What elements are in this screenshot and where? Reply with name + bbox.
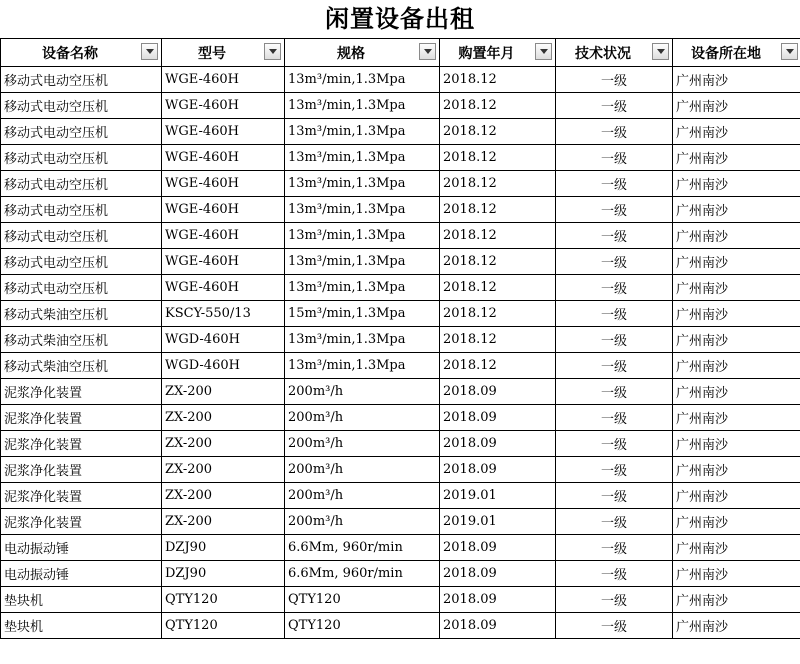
cell-condition[interactable]: 一级 (556, 587, 673, 613)
cell-location[interactable]: 广州南沙 (673, 301, 800, 327)
table-row (1, 587, 800, 613)
cell-model[interactable]: WGE-460H (162, 171, 285, 197)
table-row (1, 197, 800, 223)
table-row (1, 509, 800, 535)
cell-purchase-date[interactable]: 2018.12 (440, 145, 556, 171)
table-row (1, 301, 800, 327)
table-row (1, 171, 800, 197)
cell-spec[interactable]: 13m³/min,1.3Mpa (285, 275, 440, 301)
cell-location[interactable]: 广州南沙 (673, 67, 800, 93)
cell-model[interactable]: WGE-460H (162, 223, 285, 249)
header-label: 规格 (337, 45, 365, 62)
cell-equipment-name[interactable]: 泥浆净化装置 (1, 483, 162, 509)
cell-model[interactable]: WGD-460H (162, 327, 285, 353)
cell-condition[interactable]: 一级 (556, 327, 673, 353)
cell-spec[interactable]: 13m³/min,1.3Mpa (285, 249, 440, 275)
cell-location[interactable]: 广州南沙 (673, 483, 800, 509)
cell-equipment-name[interactable]: 移动式电动空压机 (1, 93, 162, 119)
cell-location[interactable]: 广州南沙 (673, 93, 800, 119)
cell-condition[interactable]: 一级 (556, 457, 673, 483)
table-row (1, 405, 800, 431)
cell-condition[interactable]: 一级 (556, 379, 673, 405)
cell-condition[interactable]: 一级 (556, 509, 673, 535)
cell-location[interactable]: 广州南沙 (673, 197, 800, 223)
cell-condition[interactable]: 一级 (556, 353, 673, 379)
table-row (1, 223, 800, 249)
table-row (1, 119, 800, 145)
cell-purchase-date[interactable]: 2018.12 (440, 197, 556, 223)
cell-model[interactable]: WGE-460H (162, 145, 285, 171)
cell-equipment-name[interactable]: 电动振动锤 (1, 561, 162, 587)
cell-model[interactable]: WGE-460H (162, 275, 285, 301)
cell-model[interactable]: WGE-460H (162, 249, 285, 275)
cell-equipment-name[interactable]: 泥浆净化装置 (1, 509, 162, 535)
table-row (1, 457, 800, 483)
cell-condition[interactable]: 一级 (556, 301, 673, 327)
cell-purchase-date[interactable]: 2018.12 (440, 275, 556, 301)
cell-equipment-name[interactable]: 泥浆净化装置 (1, 431, 162, 457)
cell-condition[interactable]: 一级 (556, 483, 673, 509)
filter-dropdown-icon[interactable] (141, 43, 158, 60)
cell-condition[interactable]: 一级 (556, 67, 673, 93)
cell-equipment-name[interactable]: 移动式柴油空压机 (1, 327, 162, 353)
header-purchase-date (440, 39, 556, 67)
cell-purchase-date[interactable]: 2018.12 (440, 67, 556, 93)
table-row (1, 613, 800, 639)
cell-purchase-date[interactable]: 2018.09 (440, 587, 556, 613)
cell-equipment-name[interactable]: 垫块机 (1, 613, 162, 639)
filter-dropdown-icon[interactable] (419, 43, 436, 60)
cell-location[interactable]: 广州南沙 (673, 431, 800, 457)
cell-location[interactable]: 广州南沙 (673, 171, 800, 197)
cell-condition[interactable]: 一级 (556, 613, 673, 639)
cell-model[interactable]: WGE-460H (162, 197, 285, 223)
cell-location[interactable]: 广州南沙 (673, 119, 800, 145)
cell-purchase-date[interactable]: 2018.12 (440, 171, 556, 197)
table-row (1, 431, 800, 457)
header-row (1, 39, 800, 67)
header-model (162, 39, 285, 67)
header-label: 设备所在地 (691, 45, 761, 62)
cell-equipment-name[interactable]: 泥浆净化装置 (1, 379, 162, 405)
table-row (1, 67, 800, 93)
cell-condition[interactable]: 一级 (556, 249, 673, 275)
cell-equipment-name[interactable]: 垫块机 (1, 587, 162, 613)
cell-purchase-date[interactable]: 2019.01 (440, 509, 556, 535)
cell-equipment-name[interactable]: 移动式电动空压机 (1, 197, 162, 223)
header-label: 购置年月 (458, 45, 515, 62)
cell-condition[interactable]: 一级 (556, 275, 673, 301)
cell-location[interactable]: 广州南沙 (673, 457, 800, 483)
cell-model[interactable]: DZJ90 (162, 535, 285, 561)
cell-location[interactable]: 广州南沙 (673, 587, 800, 613)
cell-equipment-name[interactable]: 移动式电动空压机 (1, 223, 162, 249)
cell-equipment-name[interactable]: 泥浆净化装置 (1, 457, 162, 483)
cell-location[interactable]: 广州南沙 (673, 249, 800, 275)
cell-purchase-date[interactable]: 2018.12 (440, 93, 556, 119)
cell-condition[interactable]: 一级 (556, 535, 673, 561)
cell-model[interactable]: WGE-460H (162, 67, 285, 93)
cell-condition[interactable]: 一级 (556, 561, 673, 587)
header-equipment-name (1, 39, 162, 67)
table-row (1, 93, 800, 119)
cell-spec[interactable]: 200m³/h (285, 509, 440, 535)
cell-purchase-date[interactable]: 2018.12 (440, 301, 556, 327)
filter-dropdown-icon[interactable] (535, 43, 552, 60)
cell-equipment-name[interactable]: 移动式电动空压机 (1, 275, 162, 301)
cell-spec[interactable]: QTY120 (285, 587, 440, 613)
cell-spec[interactable]: 13m³/min,1.3Mpa (285, 223, 440, 249)
cell-spec[interactable]: 13m³/min,1.3Mpa (285, 119, 440, 145)
cell-equipment-name[interactable]: 电动振动锤 (1, 535, 162, 561)
cell-location[interactable]: 广州南沙 (673, 353, 800, 379)
cell-spec[interactable]: 13m³/min,1.3Mpa (285, 171, 440, 197)
cell-condition[interactable]: 一级 (556, 171, 673, 197)
cell-condition[interactable]: 一级 (556, 119, 673, 145)
cell-spec[interactable]: 13m³/min,1.3Mpa (285, 67, 440, 93)
cell-equipment-name[interactable]: 移动式柴油空压机 (1, 301, 162, 327)
cell-condition[interactable]: 一级 (556, 93, 673, 119)
header-label: 型号 (198, 45, 226, 62)
cell-location[interactable]: 广州南沙 (673, 405, 800, 431)
cell-model[interactable]: KSCY-550/13 (162, 301, 285, 327)
table-body (1, 67, 800, 639)
page-title: 闲置设备出租 (325, 5, 475, 33)
header-location (673, 39, 800, 67)
cell-purchase-date[interactable]: 2018.09 (440, 405, 556, 431)
cell-spec[interactable]: 6.6Mm, 960r/min (285, 561, 440, 587)
cell-purchase-date[interactable]: 2018.12 (440, 119, 556, 145)
filter-dropdown-icon[interactable] (781, 43, 798, 60)
cell-purchase-date[interactable]: 2018.09 (440, 561, 556, 587)
cell-model[interactable]: DZJ90 (162, 561, 285, 587)
cell-purchase-date[interactable]: 2018.09 (440, 457, 556, 483)
cell-equipment-name[interactable]: 泥浆净化装置 (1, 405, 162, 431)
cell-spec[interactable]: 200m³/h (285, 379, 440, 405)
table-row (1, 561, 800, 587)
table-row (1, 145, 800, 171)
cell-spec[interactable]: 13m³/min,1.3Mpa (285, 197, 440, 223)
cell-model[interactable]: QTY120 (162, 587, 285, 613)
cell-purchase-date[interactable]: 2018.09 (440, 535, 556, 561)
cell-purchase-date[interactable]: 2018.09 (440, 431, 556, 457)
filter-dropdown-icon[interactable] (652, 43, 669, 60)
cell-model[interactable]: WGE-460H (162, 93, 285, 119)
cell-spec[interactable]: 6.6Mm, 960r/min (285, 535, 440, 561)
cell-model[interactable]: QTY120 (162, 613, 285, 639)
cell-condition[interactable]: 一级 (556, 405, 673, 431)
table-row (1, 353, 800, 379)
cell-model[interactable]: ZX-200 (162, 483, 285, 509)
cell-location[interactable]: 广州南沙 (673, 535, 800, 561)
cell-model[interactable]: ZX-200 (162, 431, 285, 457)
equipment-table (0, 38, 800, 639)
cell-purchase-date[interactable]: 2018.12 (440, 223, 556, 249)
table-row (1, 327, 800, 353)
cell-spec[interactable]: 13m³/min,1.3Mpa (285, 327, 440, 353)
filter-dropdown-icon[interactable] (264, 43, 281, 60)
cell-location[interactable]: 广州南沙 (673, 509, 800, 535)
table-row (1, 275, 800, 301)
table-row (1, 535, 800, 561)
cell-equipment-name[interactable]: 移动式电动空压机 (1, 249, 162, 275)
cell-spec[interactable]: 200m³/h (285, 457, 440, 483)
cell-equipment-name[interactable]: 移动式电动空压机 (1, 171, 162, 197)
cell-location[interactable]: 广州南沙 (673, 379, 800, 405)
cell-equipment-name[interactable]: 移动式电动空压机 (1, 67, 162, 93)
cell-location[interactable]: 广州南沙 (673, 327, 800, 353)
cell-model[interactable]: ZX-200 (162, 405, 285, 431)
table-row (1, 483, 800, 509)
table-row (1, 249, 800, 275)
cell-purchase-date[interactable]: 2018.12 (440, 353, 556, 379)
header-label: 技术状况 (575, 45, 631, 62)
cell-purchase-date[interactable]: 2018.09 (440, 379, 556, 405)
cell-purchase-date[interactable]: 2018.09 (440, 613, 556, 639)
cell-equipment-name[interactable]: 移动式电动空压机 (1, 119, 162, 145)
cell-model[interactable]: ZX-200 (162, 457, 285, 483)
cell-model[interactable]: ZX-200 (162, 379, 285, 405)
cell-location[interactable]: 广州南沙 (673, 561, 800, 587)
cell-location[interactable]: 广州南沙 (673, 613, 800, 639)
cell-spec[interactable]: 15m³/min,1.3Mpa (285, 301, 440, 327)
cell-location[interactable]: 广州南沙 (673, 145, 800, 171)
cell-spec[interactable]: 13m³/min,1.3Mpa (285, 93, 440, 119)
cell-equipment-name[interactable]: 移动式柴油空压机 (1, 353, 162, 379)
cell-purchase-date[interactable]: 2018.12 (440, 249, 556, 275)
cell-purchase-date[interactable]: 2019.01 (440, 483, 556, 509)
cell-purchase-date[interactable]: 2018.12 (440, 327, 556, 353)
cell-location[interactable]: 广州南沙 (673, 223, 800, 249)
cell-spec[interactable]: 13m³/min,1.3Mpa (285, 353, 440, 379)
cell-location[interactable]: 广州南沙 (673, 275, 800, 301)
header-label: 设备名称 (42, 45, 98, 62)
header-spec (285, 39, 440, 67)
cell-model[interactable]: WGE-460H (162, 119, 285, 145)
table-row (1, 379, 800, 405)
cell-condition[interactable]: 一级 (556, 431, 673, 457)
cell-condition[interactable]: 一级 (556, 223, 673, 249)
cell-spec[interactable]: QTY120 (285, 613, 440, 639)
cell-condition[interactable]: 一级 (556, 145, 673, 171)
cell-spec[interactable]: 200m³/h (285, 483, 440, 509)
cell-spec[interactable]: 200m³/h (285, 431, 440, 457)
cell-condition[interactable]: 一级 (556, 197, 673, 223)
cell-model[interactable]: ZX-200 (162, 509, 285, 535)
cell-equipment-name[interactable]: 移动式电动空压机 (1, 145, 162, 171)
cell-spec[interactable]: 200m³/h (285, 405, 440, 431)
cell-model[interactable]: WGD-460H (162, 353, 285, 379)
cell-spec[interactable]: 13m³/min,1.3Mpa (285, 145, 440, 171)
header-condition (556, 39, 673, 67)
